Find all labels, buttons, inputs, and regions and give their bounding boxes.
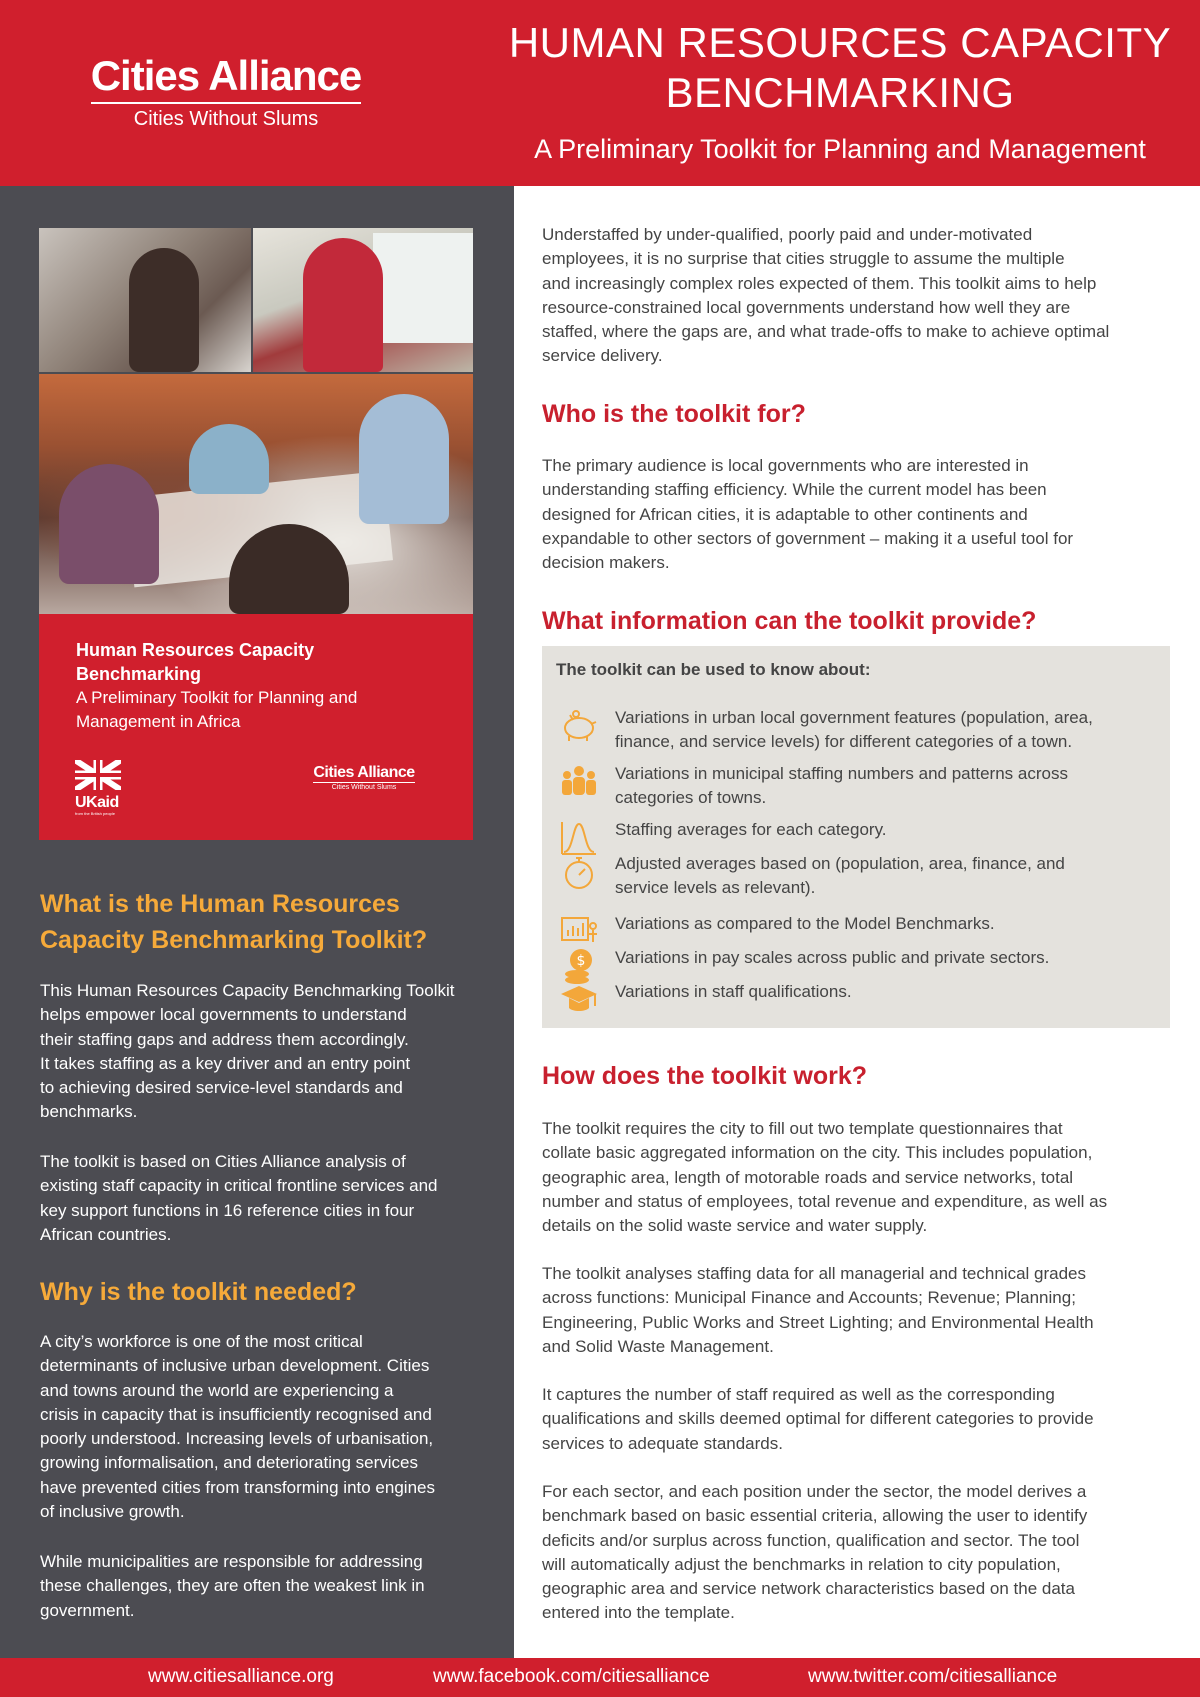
svg-text:$: $: [576, 953, 586, 969]
text-line: deficits and/or surplus across function, qualification and sector. The tool: [542, 1530, 1080, 1550]
text-line: crisis in capacity that is insufficiently recognised and: [40, 1404, 432, 1424]
text-line: expandable to other sectors of government – making it a useful tool for: [542, 528, 1074, 548]
heading-what-is-toolkit: [40, 886, 480, 958]
text-line: It captures the number of staff required as well as the corresponding: [542, 1385, 1055, 1404]
text-line: It takes staffing as a key driver and an entry point: [40, 1053, 411, 1073]
cover-subtitle-line1: A Preliminary Toolkit for Planning and: [76, 688, 358, 707]
cover-title: [76, 638, 436, 686]
cover-image: [39, 228, 473, 840]
text-line: Variations as compared to the Model Benchmarks.: [615, 914, 995, 933]
text-line: finance, and service levels) for different categories of a town.: [615, 732, 1073, 752]
text-line: Variations in staff qualifications.: [615, 982, 852, 1001]
text-line: staffed, where the gaps are, and what trade-offs to make to achieve optimal: [542, 322, 1110, 342]
paragraph-questionnaires: [542, 1117, 1172, 1238]
text-line: The toolkit analyses staffing data for all managerial and technical grades: [542, 1264, 1087, 1283]
text-line: their staffing gaps and address them accordingly.: [40, 1029, 409, 1049]
brand-name: Cities Alliance: [91, 52, 362, 104]
cover-panel: [39, 614, 473, 840]
page-title-line1: HUMAN RESOURCES CAPACITY: [508, 19, 1172, 66]
text-line: Staffing averages for each category.: [615, 820, 887, 839]
info-box: [542, 646, 1170, 1028]
text-line: geographic area, length of motorable roads and service networks, total: [542, 1167, 1074, 1187]
text-line: For each sector, and each position under the sector, the model derives a: [542, 1482, 1087, 1501]
twitter-link[interactable]: www.twitter.com/citiesalliance: [808, 1666, 1058, 1687]
text-line: While municipalities are responsible for addressing: [40, 1552, 423, 1571]
header-banner: [0, 0, 1200, 186]
left-column: [0, 186, 514, 1658]
cover-title-line1: Human Resources Capacity: [76, 640, 315, 660]
info-item-text: [615, 852, 1155, 901]
text-line: of inclusive growth.: [40, 1502, 185, 1522]
text-line: Variations in pay scales across public and private sectors.: [615, 948, 1050, 967]
paragraph-toolkit-basis: [40, 1150, 490, 1247]
brand-tagline: Cities Without Slums: [133, 108, 319, 130]
text-line: qualifications and skills deemed optimal for different categories to provide: [542, 1409, 1094, 1429]
text-line: resource-constrained local governments understand how well they are: [542, 297, 1071, 317]
info-item-text: [615, 706, 1155, 755]
info-item-text: [615, 946, 1155, 970]
cover-photo-workshop: [39, 374, 473, 614]
paragraph-workforce-crisis: [40, 1330, 490, 1524]
graduation-cap-icon: [559, 980, 599, 1020]
text-line: services to adequate standards.: [542, 1433, 783, 1453]
text-line: The toolkit is based on Cities Alliance analysis of: [40, 1152, 406, 1171]
ukaid-logo: [75, 760, 127, 816]
piggy-bank-icon: [559, 706, 599, 746]
text-line: across functions: Municipal Finance and Accounts; Revenue; Planning;: [542, 1288, 1076, 1308]
text-line: growing informalisation, and deteriorating services: [40, 1453, 418, 1473]
text-line: these challenges, they are often the weakest link in: [40, 1576, 425, 1596]
text-line: benchmark based on basic essential criteria, allowing the user to identify: [542, 1506, 1088, 1526]
union-flag-icon: [75, 760, 121, 790]
text-line: The toolkit requires the city to fill out two template questionnaires that: [542, 1119, 1063, 1138]
page-title-line2: BENCHMARKING: [665, 69, 1015, 116]
text-line: The primary audience is local governments who are interested in: [542, 456, 1029, 475]
cover-subtitle: [76, 686, 436, 734]
text-line: helps empower local governments to understand: [40, 1005, 407, 1025]
text-line: and Solid Waste Management.: [542, 1336, 774, 1356]
stopwatch-icon: [559, 852, 599, 892]
text-line: and increasingly complex roles expected of them. This toolkit aims to help: [542, 273, 1097, 293]
text-line: number and status of employees, total revenue and expenditure, as well as: [542, 1191, 1108, 1211]
cover-photo-presenter: [253, 228, 473, 372]
page-subtitle: A Preliminary Toolkit for Planning and Management: [534, 134, 1146, 164]
heading-how-works: How does the toolkit work?: [542, 1062, 868, 1090]
text-line: service delivery.: [542, 346, 663, 366]
info-item-text: [615, 912, 1155, 936]
text-line: and towns around the world are experiencing a: [40, 1380, 394, 1400]
text-line: poorly understood. Increasing levels of urbanisation,: [40, 1429, 434, 1449]
cover-photo-lab: [39, 228, 251, 372]
heading-line: What is the Human Resources: [40, 890, 400, 918]
text-line: key support functions in 16 reference cities in four: [40, 1200, 415, 1220]
paragraph-benchmark: [542, 1480, 1172, 1626]
info-item-text: [615, 762, 1155, 811]
cover-subtitle-line2: Management in Africa: [76, 712, 241, 731]
cover-brand-logo: [299, 764, 429, 793]
text-line: A city’s workforce is one of the most critical: [40, 1332, 363, 1351]
text-line: decision makers.: [542, 553, 670, 573]
text-line: Understaffed by under-qualified, poorly paid and under-motivated: [542, 225, 1033, 244]
heading-what-information: What information can the toolkit provide?: [542, 607, 1037, 635]
paragraph-toolkit-description: [40, 979, 490, 1125]
text-line: government.: [40, 1600, 135, 1620]
text-line: African countries.: [40, 1224, 172, 1244]
text-line: This Human Resources Capacity Benchmarking Toolkit: [40, 981, 455, 1000]
ukaid-tagline: from the British people: [75, 811, 116, 816]
text-line: Variations in urban local government features (population, area,: [615, 708, 1093, 727]
paragraph-intro: [542, 223, 1172, 369]
text-line: existing staff capacity in critical frontline services and: [40, 1176, 438, 1196]
website-link[interactable]: www.citiesalliance.org: [148, 1666, 334, 1687]
text-line: details on the solid waste service and water supply.: [542, 1216, 928, 1236]
text-line: entered into the template.: [542, 1603, 735, 1623]
text-line: have prevented cities from transforming into engines: [40, 1477, 435, 1497]
text-line: geographic area and service network characteristics based on the data: [542, 1579, 1075, 1599]
text-line: service levels as relevant).: [615, 878, 816, 898]
text-line: Variations in municipal staffing numbers and patterns across: [615, 764, 1068, 783]
text-line: to achieving desired service-level standards and: [40, 1078, 403, 1098]
cover-title-line2: Benchmarking: [76, 664, 202, 684]
footer-bar: [0, 1658, 1200, 1697]
paragraph-analysis: [542, 1262, 1172, 1359]
text-line: employees, it is no surprise that cities struggle to assume the multiple: [542, 249, 1065, 269]
heading-line: Capacity Benchmarking Toolkit?: [40, 926, 428, 954]
text-line: collate basic aggregated information on the city. This includes population,: [542, 1143, 1093, 1163]
heading-why-needed: Why is the toolkit needed?: [40, 1278, 357, 1306]
info-box-heading: The toolkit can be used to know about:: [556, 660, 871, 679]
info-item-text: [615, 818, 1155, 842]
text-line: Engineering, Public Works and Street Lighting; and Environmental Health: [542, 1312, 1094, 1332]
paragraph-audience: [542, 454, 1172, 575]
people-group-icon: [559, 762, 599, 802]
text-line: benchmarks.: [40, 1102, 138, 1122]
text-line: determinants of inclusive urban development. Cities: [40, 1356, 430, 1376]
facebook-link[interactable]: www.facebook.com/citiesalliance: [433, 1666, 710, 1687]
cover-brand-tagline: Cities Without Slums: [331, 784, 397, 791]
text-line: will automatically adjust the benchmarks in relation to city population,: [542, 1554, 1061, 1574]
text-line: categories of towns.: [615, 788, 767, 808]
cover-brand-name: Cities Alliance: [313, 764, 415, 781]
text-line: understanding staffing efficiency. While the current model has been: [542, 480, 1047, 500]
paragraph-captures: [542, 1383, 1172, 1456]
text-line: Adjusted averages based on (population, area, finance, and: [615, 854, 1065, 873]
brand-logo: [86, 52, 366, 132]
page-title: [500, 18, 1180, 118]
info-item-text: [615, 980, 1155, 1004]
paragraph-municipalities: [40, 1550, 490, 1623]
ukaid-label: UKaid: [75, 794, 119, 811]
heading-who-for: Who is the toolkit for?: [542, 400, 806, 428]
text-line: designed for African cities, it is adaptable to other continents and: [542, 504, 1028, 524]
